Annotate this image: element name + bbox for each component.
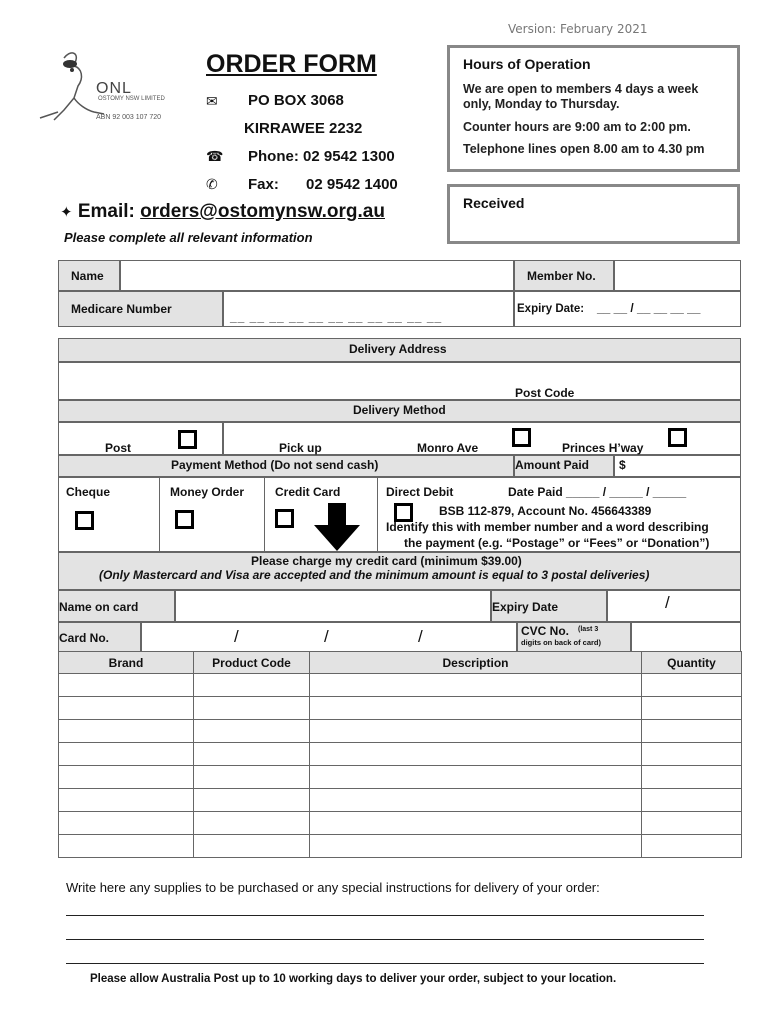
product-row [59, 789, 742, 812]
product-code-cell[interactable] [194, 697, 310, 720]
product-row [59, 674, 742, 697]
brand-cell[interactable] [59, 674, 194, 697]
identify-line-1: Identify this with member number and a word describing [386, 520, 709, 534]
card-no-label: Card No. [59, 631, 110, 645]
product-code-cell[interactable] [194, 766, 310, 789]
received-label: Received [463, 195, 525, 211]
money-order-label: Money Order [170, 485, 245, 499]
phone-number: Phone: 02 9542 1300 [248, 148, 395, 165]
postcode-label: Post Code [515, 386, 575, 400]
email-row [60, 201, 385, 223]
medicare-blanks: __ __ __ __ __ __ __ __ __ __ __ [230, 310, 443, 324]
delivery-method-header [58, 400, 741, 422]
cheque-label: Cheque [66, 485, 111, 499]
name-label: Name [71, 269, 104, 283]
cvc-note-2: digits on back of card) [521, 638, 602, 647]
currency-symbol: $ [619, 458, 626, 472]
phone-icon: ☎ [206, 148, 224, 164]
email-link[interactable]: orders@ostomynsw.org.au [140, 201, 385, 222]
product-table [58, 651, 742, 858]
card-no-field[interactable] [141, 622, 517, 652]
description-cell[interactable] [310, 720, 642, 743]
received-box [447, 184, 740, 244]
brand-header: Brand [59, 652, 194, 674]
fax-number: 02 9542 1400 [306, 176, 398, 193]
date-paid-label: Date Paid _____ / _____ / _____ [508, 485, 687, 499]
cheque-checkbox[interactable] [75, 511, 94, 530]
card-no-slash-2: / [324, 627, 329, 646]
brand-cell[interactable] [59, 789, 194, 812]
hours-title: Hours of Operation [463, 56, 591, 72]
credit-card-checkbox[interactable] [275, 509, 294, 528]
product-code-cell[interactable] [194, 743, 310, 766]
brand-cell[interactable] [59, 720, 194, 743]
product-code-cell[interactable] [194, 812, 310, 835]
cvc-label-cell [517, 622, 631, 652]
instructions-line-3[interactable] [66, 963, 704, 964]
instructions-text: Write here any supplies to be purchased or any special instructions for delivery of your order: [66, 880, 600, 895]
brand-cell[interactable] [59, 697, 194, 720]
card-expiry-label: Expiry Date [492, 600, 559, 614]
delivery-method-label: Delivery Method [353, 403, 446, 417]
money-order-checkbox[interactable] [175, 510, 194, 529]
description-cell[interactable] [310, 812, 642, 835]
card-expiry-slash: / [665, 593, 670, 612]
payment-method-label: Payment Method (Do not send cash) [171, 458, 379, 472]
name-label-cell [58, 260, 120, 291]
direct-debit-label: Direct Debit [386, 485, 454, 499]
version-text: Version: February 2021 [508, 22, 648, 36]
product-row [59, 835, 742, 858]
medicare-label: Medicare Number [71, 302, 172, 316]
princes-label: Princes H’way [562, 441, 644, 455]
card-expiry-label-cell [491, 590, 607, 622]
quantity-cell[interactable] [642, 743, 742, 766]
post-option-cell [58, 422, 223, 455]
card-no-label-cell [58, 622, 141, 652]
product-row [59, 743, 742, 766]
instructions-line-2[interactable] [66, 939, 704, 940]
suburb: KIRRAWEE 2232 [244, 120, 363, 137]
brand-cell[interactable] [59, 766, 194, 789]
quantity-cell[interactable] [642, 697, 742, 720]
hours-line-3: Counter hours are 9:00 am to 2:00 pm. [463, 120, 691, 134]
payment-method-header [58, 455, 514, 477]
description-cell[interactable] [310, 674, 642, 697]
credit-card-label: Credit Card [275, 485, 341, 499]
quantity-cell[interactable] [642, 674, 742, 697]
product-header-row [59, 652, 742, 674]
delivery-address-header [58, 338, 741, 362]
description-header: Description [310, 652, 642, 674]
product-code-cell[interactable] [194, 789, 310, 812]
hours-box [447, 45, 740, 172]
name-on-card-label: Name on card [59, 600, 139, 614]
brand-cell[interactable] [59, 743, 194, 766]
divider [377, 477, 378, 552]
product-code-cell[interactable] [194, 835, 310, 858]
identify-line-2: the payment (e.g. “Postage” or “Fees” or “Donation”) [404, 536, 710, 550]
member-no-field[interactable] [614, 260, 741, 291]
member-no-label: Member No. [527, 269, 596, 283]
description-cell[interactable] [310, 766, 642, 789]
hours-line-1: We are open to members 4 days a week [463, 82, 699, 96]
product-row [59, 766, 742, 789]
quantity-cell[interactable] [642, 789, 742, 812]
quantity-cell[interactable] [642, 766, 742, 789]
instructions-note: Please complete all relevant information [64, 230, 313, 245]
brand-cell[interactable] [59, 812, 194, 835]
name-on-card-field[interactable] [175, 590, 491, 622]
product-row [59, 812, 742, 835]
medicare-expiry-label: Expiry Date: [517, 303, 585, 315]
logo-name: ONL [96, 80, 132, 97]
hours-line-2: only, Monday to Thursday. [463, 97, 620, 111]
po-box: PO BOX 3068 [248, 92, 344, 109]
instructions-line-1[interactable] [66, 915, 704, 916]
logo-abn: ABN 92 003 107 720 [96, 114, 161, 121]
medicare-field[interactable] [223, 291, 514, 327]
product-code-cell[interactable] [194, 720, 310, 743]
divider [159, 477, 160, 552]
medicare-expiry-field[interactable] [514, 291, 741, 327]
product-row [59, 697, 742, 720]
description-cell[interactable] [310, 789, 642, 812]
medicare-label-cell [58, 291, 223, 327]
bank-details: BSB 112-879, Account No. 456643389 [439, 504, 652, 518]
mouse-icon: ✦ [60, 204, 73, 221]
name-on-card-label-cell [58, 590, 175, 622]
quantity-cell[interactable] [642, 835, 742, 858]
credit-charge-text: Please charge my credit card (minimum $39.00) [251, 554, 522, 568]
description-cell[interactable] [310, 835, 642, 858]
card-expiry-field[interactable] [607, 590, 741, 622]
cvc-field[interactable] [631, 622, 741, 652]
page-title: ORDER FORM [206, 50, 377, 78]
down-arrow-icon [312, 503, 362, 553]
pickup-label: Pick up [279, 441, 322, 455]
divider [264, 477, 265, 552]
amount-paid-label-cell [514, 455, 614, 477]
member-no-label-cell [514, 260, 614, 291]
product-code-cell[interactable] [194, 674, 310, 697]
delivery-time-note: Please allow Australia Post up to 10 working days to deliver your order, subject to your location. [90, 973, 617, 985]
email-label: Email: [77, 201, 135, 222]
description-cell[interactable] [310, 697, 642, 720]
amount-paid-label: Amount Paid [515, 458, 589, 472]
monro-checkbox[interactable] [512, 428, 531, 447]
post-checkbox[interactable] [178, 430, 197, 449]
credit-card-header [58, 552, 741, 590]
cvc-note-1: (last 3 [578, 626, 599, 633]
product-row [59, 720, 742, 743]
post-label: Post [105, 441, 132, 455]
delivery-address-field[interactable] [58, 362, 741, 400]
fax-icon: ✆ [206, 176, 218, 192]
pickup-option-cell [223, 422, 741, 455]
fax-label: Fax: [248, 176, 279, 193]
princes-checkbox[interactable] [668, 428, 687, 447]
quantity-cell[interactable] [642, 812, 742, 835]
medicare-expiry-blanks: __ __ / __ __ __ __ [597, 301, 701, 315]
description-cell[interactable] [310, 743, 642, 766]
cvc-label: CVC No. [521, 624, 569, 638]
delivery-address-label: Delivery Address [349, 342, 447, 356]
quantity-header: Quantity [642, 652, 742, 674]
envelope-icon: ✉ [206, 93, 218, 109]
card-no-slash-3: / [418, 627, 423, 646]
credit-only-text: (Only Mastercard and Visa are accepted and the minimum amount is equal to 3 postal deliveries) [99, 568, 650, 582]
hours-line-4: Telephone lines open 8.00 am to 4.30 pm [463, 142, 705, 156]
product-code-header: Product Code [194, 652, 310, 674]
brand-cell[interactable] [59, 835, 194, 858]
quantity-cell[interactable] [642, 720, 742, 743]
card-no-slash-1: / [234, 627, 239, 646]
monro-label: Monro Ave [417, 441, 479, 455]
amount-paid-field[interactable] [614, 455, 741, 477]
logo-subtitle: OSTOMY NSW LIMITED [98, 96, 165, 102]
name-field[interactable] [120, 260, 514, 291]
